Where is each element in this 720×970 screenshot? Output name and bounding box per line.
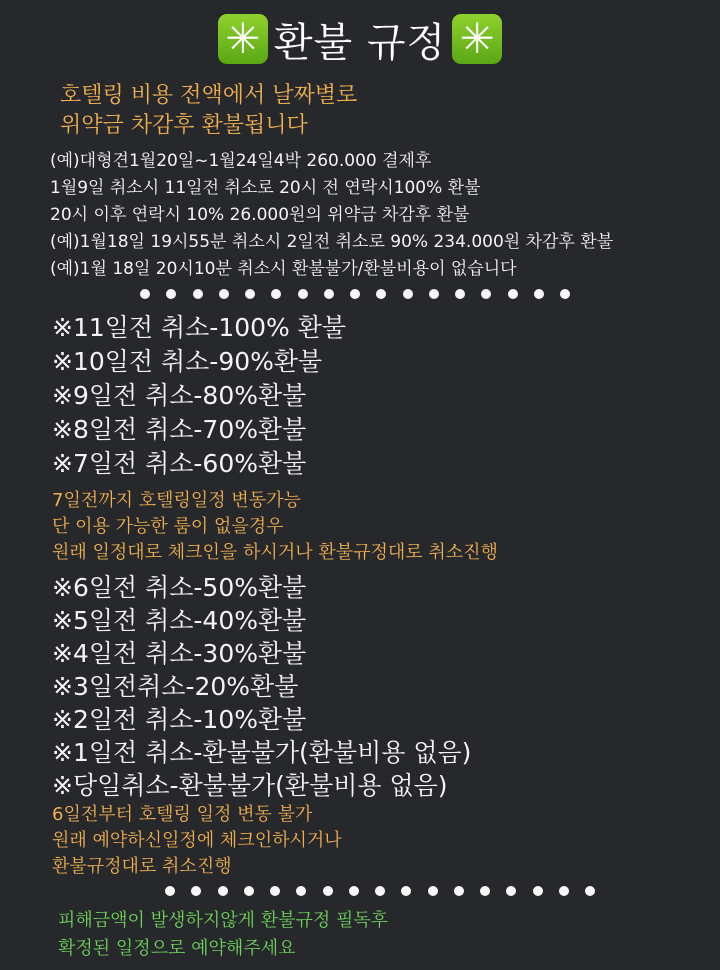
refund-rule: ※5일전 취소-40%환불 xyxy=(52,606,307,635)
example-line: (예)1월18일 19시55분 취소시 2일전 취소로 90% 234.000원 차감후 환불 xyxy=(50,232,614,252)
refund-rule: ※9일전 취소-80%환불 xyxy=(52,381,307,410)
divider-dot xyxy=(508,289,518,299)
divider-dot xyxy=(506,886,516,896)
dot-divider xyxy=(140,287,570,301)
divider-dot xyxy=(296,886,306,896)
divider-dot xyxy=(481,289,491,299)
sparkle-icon: ✳ xyxy=(452,14,502,64)
divider-dot xyxy=(403,289,413,299)
divider-dot xyxy=(585,886,595,896)
refund-rule: ※1일전 취소-환불불가(환불비용 없음) xyxy=(52,738,472,767)
example-line: (예)1월 18일 20시10분 취소시 환불불가/환불비용이 없습니다 xyxy=(50,259,517,279)
divider-dot xyxy=(534,289,544,299)
note-line: 원래 일정대로 체크인을 하시거나 환불규정대로 취소진행 xyxy=(52,542,498,563)
refund-rule: ※8일전 취소-70%환불 xyxy=(52,415,307,444)
refund-rule: ※2일전 취소-10%환불 xyxy=(52,705,307,734)
refund-rule: ※11일전 취소-100% 환불 xyxy=(52,313,347,342)
divider-dot xyxy=(324,289,334,299)
note-line: 원래 예약하신일정에 체크인하시거나 xyxy=(52,830,342,851)
title-text: 환불 규정 xyxy=(273,19,447,66)
divider-dot xyxy=(375,886,385,896)
divider-dot xyxy=(140,289,150,299)
divider-dot xyxy=(244,886,254,896)
footer-line: 확정된 일정으로 예약해주세요 xyxy=(58,938,296,959)
refund-rule: ※3일전취소-20%환불 xyxy=(52,672,299,701)
refund-rule: ※10일전 취소-90%환불 xyxy=(52,347,323,376)
refund-rule: ※7일전 취소-60%환불 xyxy=(52,449,307,478)
divider-dot xyxy=(218,886,228,896)
intro-line: 호텔링 비용 전액에서 날짜별로 xyxy=(60,83,358,108)
divider-dot xyxy=(560,289,570,299)
divider-dot xyxy=(428,886,438,896)
refund-rule: ※6일전 취소-50%환불 xyxy=(52,573,307,602)
divider-dot xyxy=(559,886,569,896)
divider-dot xyxy=(401,886,411,896)
divider-dot xyxy=(193,289,203,299)
note-line: 환불규정대로 취소진행 xyxy=(52,856,232,877)
page-title xyxy=(0,8,720,70)
divider-dot xyxy=(271,289,281,299)
refund-rule: ※4일전 취소-30%환불 xyxy=(52,639,307,668)
divider-dot xyxy=(349,886,359,896)
divider-dot xyxy=(323,886,333,896)
dot-divider xyxy=(165,884,595,898)
example-line: 1월9일 취소시 11일전 취소로 20시 전 연락시100% 환불 xyxy=(50,178,481,198)
divider-dot xyxy=(350,289,360,299)
note-line: 6일전부터 호텔링 일정 변동 불가 xyxy=(52,804,313,825)
divider-dot xyxy=(376,289,386,299)
divider-dot xyxy=(165,886,175,896)
example-line: 20시 이후 연락시 10% 26.000원의 위약금 차감후 환불 xyxy=(50,205,470,225)
divider-dot xyxy=(245,289,255,299)
divider-dot xyxy=(191,886,201,896)
divider-dot xyxy=(455,289,465,299)
refund-rule: ※당일취소-환불불가(환불비용 없음) xyxy=(52,771,448,800)
divider-dot xyxy=(429,289,439,299)
divider-dot xyxy=(219,289,229,299)
note-line: 단 이용 가능한 룸이 없을경우 xyxy=(52,516,284,537)
example-line: (예)대형견1월20일~1월24일4박 260.000 결제후 xyxy=(50,151,432,171)
divider-dot xyxy=(298,289,308,299)
divider-dot xyxy=(454,886,464,896)
sparkle-icon: ✳ xyxy=(218,14,268,64)
footer-line: 피해금액이 발생하지않게 환불규정 필독후 xyxy=(58,910,389,931)
divider-dot xyxy=(166,289,176,299)
divider-dot xyxy=(480,886,490,896)
note-line: 7일전까지 호텔링일정 변동가능 xyxy=(52,490,301,511)
divider-dot xyxy=(270,886,280,896)
intro-line: 위약금 차감후 환불됩니다 xyxy=(60,113,308,138)
divider-dot xyxy=(533,886,543,896)
